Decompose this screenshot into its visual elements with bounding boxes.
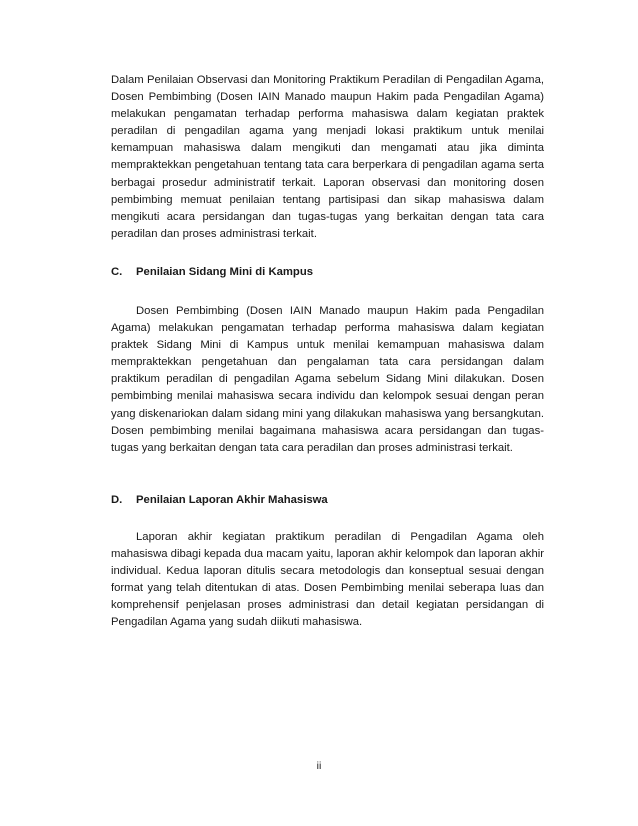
page-number: ii <box>316 760 322 772</box>
section-d-paragraph: Laporan akhir kegiatan praktikum peradilan di Pengadilan Agama oleh mahasiswa dibagi kepada dua macam yaitu, laporan akhir kelompok dan laporan akhir individual. Kedua laporan ditulis secara metodologis dan konseptual sesuai dengan format yang telah ditentukan di atas. Dosen Pembimbing menilai seberapa luas dan komprehensif penjelasan proses administrasi dan detail kegiatan persidangan di Pengadilan Agama yang sudah diikuti mahasiswa. <box>111 531 544 629</box>
section-c-letter: C. <box>111 266 123 278</box>
section-c-heading <box>111 264 313 281</box>
intro-paragraph: Dalam Penilaian Observasi dan Monitoring Praktikum Peradilan di Pengadilan Agama, Dosen Pembimbing (Dosen IAIN Manado maupun Hakim pada Pengadilan Agama) melakukan pengamatan terhadap performa mahasiswa dalam kegiatan praktek peradilan di pengadilan agama yang menjadi lokasi praktikum untuk menilai kemampuan mahasiswa dalam mengikuti dan mengamati atau jika diminta mempraktekkan pengetahuan tentang tata cara berperkara di pengadilan agama serta berbagai prosedur administratif terkait. Laporan observasi dan monitoring dosen pembimbing memuat penilaian tentang partisipasi dan sikap mahasiswa dalam mengikuti acara persidangan dan tugas-tugas yang berkaitan dengan tata cara peradilan dan proses administrasi terkait. <box>111 74 544 240</box>
section-c-title: Penilaian Sidang Mini di Kampus <box>136 266 314 278</box>
section-d-letter: D. <box>111 494 123 506</box>
section-d-title: Penilaian Laporan Akhir Mahasiswa <box>136 494 328 506</box>
section-d-heading <box>111 492 328 509</box>
section-c-paragraph: Dosen Pembimbing (Dosen IAIN Manado maupun Hakim pada Pengadilan Agama) melakukan pengamatan terhadap performa mahasiswa dalam kegiatan praktek Sidang Mini di Kampus untuk menilai kemampuan mahasiswa dalam mempraktekkan pengetahuan dan pengalaman tata cara persidangan dalam praktikum peradilan di pengadilan Agama sebelum Sidang Mini dilakukan. Dosen pembimbing menilai mahasiswa secara individu dan kelompok sesuai dengan peran yang diskenariokan dalam sidang mini yang dilakukan mahasiswa yang bersangkutan. Dosen pembimbing menilai bagaimana mahasiswa acara persidangan dan tugas-tugas yang berkaitan dengan tata cara peradilan dan proses administrasi terkait. <box>111 305 544 454</box>
